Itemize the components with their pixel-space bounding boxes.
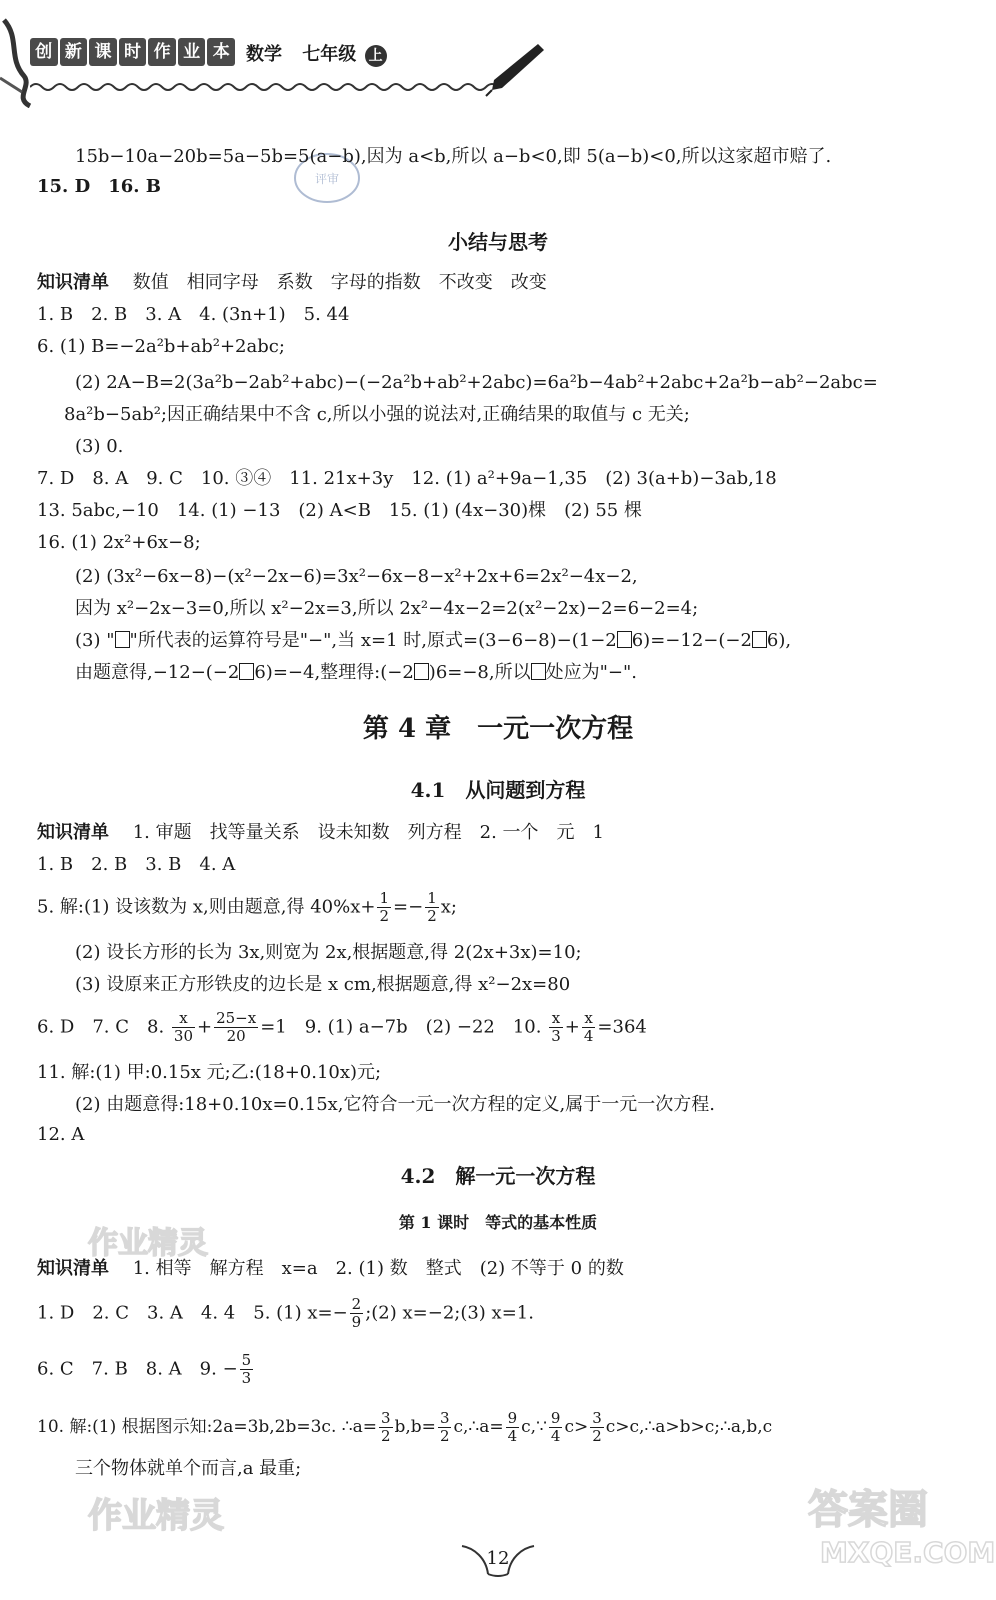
answer-line: 6. (1) B=−2a²b+ab²+2abc;: [37, 336, 285, 357]
knowledge-items: 1. 审题 找等量关系 设未知数 列方程 2. 一个 元 1: [132, 822, 604, 843]
answer-line: 6. D 7. C 8. $\frac{x}{30}$ + $\frac{25-x}{20}$ =1 9. (1) a−7b (2) −22 10. $\frac{x}{3}$ + $\frac{x}{4}$ =364: [37, 1009, 647, 1045]
answer-line: (2) 由题意得:18+0.10x=0.15x,它符合一元一次方程的定义,属于一元一次方程.: [75, 1094, 715, 1115]
fraction: $\frac{25-x}{20}$: [216, 1009, 257, 1045]
section-title: 小结与思考: [448, 230, 548, 254]
fraction: $\frac{x}{4}$: [583, 1009, 594, 1045]
answer-line: 16. (1) 2x²+6x−8;: [37, 532, 201, 553]
fraction: $\frac{1}{2}$: [427, 889, 437, 925]
page-number: 12: [486, 1548, 510, 1569]
blank-box: [617, 631, 632, 648]
knowledge-label: 知识清单: [37, 272, 109, 293]
pen-icon: [478, 40, 548, 100]
wavy-divider: [30, 80, 500, 94]
knowledge-items: 1. 相等 解方程 x=a 2. (1) 数 整式 (2) 不等于 0 的数: [132, 1258, 624, 1279]
grade-label: 七年级: [302, 44, 357, 65]
volume-badge: 上: [365, 45, 387, 67]
knowledge-items: 数值 相同字母 系数 字母的指数 不改变 改变: [132, 272, 547, 293]
answer-line: 12. A: [37, 1124, 85, 1145]
answer-line: (2) 设长方形的长为 3x,则宽为 2x,根据题意,得 2(2x+3x)=10;: [75, 942, 582, 963]
answer-line: 15b−10a−20b=5a−5b=5(a−b),因为 a<b,所以 a−b<0,即 5(a−b)<0,所以这家超市赔了.: [75, 146, 832, 167]
answer-line: 1. B 2. B 3. A 4. (3n+1) 5. 44: [37, 304, 350, 325]
watermark: 作业精灵: [88, 1226, 208, 1261]
answer-line: 7. D 8. A 9. C 10. ③④ 11. 21x+3y 12. (1) a²+9a−1,35 (2) 3(a+b)−3ab,18: [37, 468, 777, 489]
answer-line: (3) 0.: [75, 436, 124, 457]
stamp-text: 评审: [314, 172, 340, 186]
fraction: $\frac{5}{3}$: [241, 1351, 252, 1387]
blank-box: [752, 631, 767, 648]
knowledge-label: 知识清单: [37, 1258, 109, 1279]
lesson-title: 第 1 课时 等式的基本性质: [398, 1213, 598, 1232]
answer-line: (3) 设原来正方形铁皮的边长是 x cm,根据题意,得 x²−2x=80: [75, 974, 571, 995]
answer-line: (2) 2A−B=2(3a²b−2ab²+abc)−(−2a²b+ab²+2abc)=6a²b−4ab²+2abc+2a²b−ab²−2abc=: [75, 372, 878, 393]
book-title-char: 创: [30, 38, 58, 66]
answer-line: 8a²b−5ab²;因正确结果中不含 c,所以小强的说法对,正确结果的取值与 c 无关;: [64, 404, 690, 425]
subject-label: 数学: [246, 44, 282, 65]
answer-line: (2) (3x²−6x−8)−(x²−2x−6)=3x²−6x−8−x²+2x+6=2x²−4x−2,: [75, 566, 638, 587]
fraction: $\frac{x}{30}$: [173, 1009, 193, 1045]
answer-line: 13. 5abc,−10 14. (1) −13 (2) A<B 15. (1) (4x−30)棵 (2) 55 棵: [37, 500, 642, 521]
book-title-char: 课: [89, 38, 117, 66]
chapter-title: 第 4 章 一元一次方程: [362, 714, 634, 744]
watermark: 作业精灵: [88, 1496, 224, 1536]
answer-line: 6. C 7. B 8. A 9. − $\frac{5}{3}$: [37, 1351, 252, 1387]
blank-box: [531, 663, 546, 680]
fraction: $\frac{2}{9}$: [351, 1295, 362, 1331]
watermark: MXQE.COM: [820, 1536, 996, 1569]
answer-line: 因为 x²−2x−3=0,所以 x²−2x=3,所以 2x²−4x−2=2(x²−2x)−2=6−2=4;: [75, 598, 699, 619]
answer-line: 1. B 2. B 3. B 4. A: [37, 854, 236, 875]
answer-line: 三个物体就单个而言,a 最重;: [75, 1458, 302, 1479]
book-title-char: 业: [178, 38, 206, 66]
blank-box: [414, 663, 429, 680]
answer-line: 15. D 16. B: [37, 176, 161, 197]
answer-line: 11. 解:(1) 甲:0.15x 元;乙:(18+0.10x)元;: [37, 1062, 382, 1083]
watermark: 答案圈: [808, 1487, 928, 1533]
answer-line: 由题意得,−12−(−2 6)=−4,整理得:(−2 )6=−8,所以 处应为"−".: [75, 662, 637, 683]
fraction: $\frac{3}{2}$: [439, 1409, 450, 1445]
knowledge-label: 知识清单: [37, 822, 109, 843]
section-title: 4.1 从问题到方程: [410, 778, 586, 802]
book-title-char: 时: [119, 38, 147, 66]
book-title-band: [30, 38, 235, 66]
answer-line: 10. 解:(1) 根据图示知:2a=3b,2b=3c. ∴a= $\frac{3}{2}$ b,b= $\frac{3}{2}$ c,∴a= $\frac{9}{4}$ c,∵ $\frac{9}{4}$ c> $\frac{3}{2}$ c>c,∴a>b>c;∴a,b,c: [37, 1409, 773, 1445]
answer-line: (3) " "所代表的运算符号是"−",当 x=1 时,原式=(3−6−8)−(1−2 6)=−12−(−2 6),: [75, 630, 792, 651]
fraction: $\frac{3}{2}$: [380, 1409, 391, 1445]
answer-line: 5. 解:(1) 设该数为 x,则由题意,得 40%x+ $\frac{1}{2}$ =− $\frac{1}{2}$ x;: [37, 889, 457, 925]
book-title-char: 作: [148, 38, 176, 66]
blank-box: [115, 631, 130, 648]
fraction: $\frac{1}{2}$: [379, 889, 390, 925]
fraction: $\frac{3}{2}$: [592, 1409, 602, 1445]
blank-box: [239, 663, 254, 680]
fraction: $\frac{9}{4}$: [507, 1409, 518, 1445]
book-title-char: 本: [207, 38, 235, 66]
book-title-char: 新: [60, 38, 88, 66]
fraction: $\frac{9}{4}$: [550, 1409, 561, 1445]
section-title: 4.2 解一元一次方程: [400, 1164, 596, 1188]
answer-line: 1. D 2. C 3. A 4. 4 5. (1) x=− $\frac{2}{9}$ ;(2) x=−2;(3) x=1.: [37, 1295, 534, 1331]
fraction: $\frac{x}{3}$: [551, 1009, 561, 1045]
